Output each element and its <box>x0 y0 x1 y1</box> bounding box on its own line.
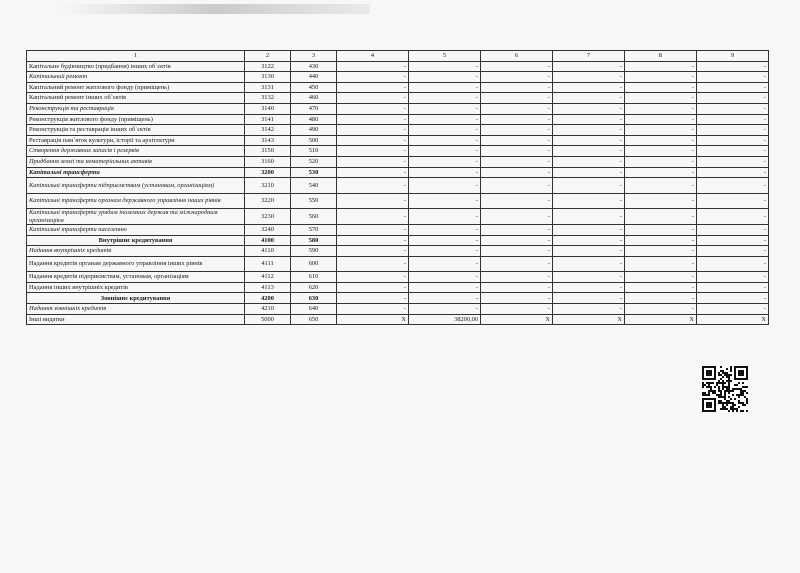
row-label: Інші видатки <box>27 314 245 325</box>
value-cell: - <box>481 293 553 304</box>
value-cell: - <box>697 193 769 209</box>
value-cell: - <box>697 282 769 293</box>
row-code: 3142 <box>245 125 291 136</box>
row-line-code: 600 <box>291 256 337 272</box>
header-cell: 8 <box>625 51 697 62</box>
row-label: Капітальний ремонт інших об`єктів <box>27 93 245 104</box>
value-cell: - <box>697 93 769 104</box>
value-cell: - <box>409 156 481 167</box>
value-cell: - <box>481 256 553 272</box>
value-cell: - <box>481 61 553 72</box>
value-cell: - <box>697 178 769 194</box>
value-cell: - <box>481 156 553 167</box>
value-cell: - <box>625 167 697 178</box>
value-cell: - <box>409 72 481 83</box>
table-row <box>27 209 769 225</box>
row-label: Реставрація пам`яток культури, історії та архітектури <box>27 135 245 146</box>
row-label: Надання інших внутрішніх кредитів <box>27 282 245 293</box>
value-cell: - <box>553 282 625 293</box>
value-cell: - <box>625 72 697 83</box>
value-cell: - <box>481 72 553 83</box>
value-cell: - <box>625 293 697 304</box>
row-code: 3230 <box>245 209 291 225</box>
table-row <box>27 167 769 178</box>
value-cell: - <box>409 272 481 283</box>
value-cell: - <box>553 114 625 125</box>
value-cell: - <box>409 282 481 293</box>
header-cell: 5 <box>409 51 481 62</box>
value-cell: - <box>409 256 481 272</box>
header-cell: 1 <box>27 51 245 62</box>
value-cell: - <box>553 293 625 304</box>
row-code: 3141 <box>245 114 291 125</box>
row-label: Капітальні трансферти органам державного управління інших рівнів <box>27 193 245 209</box>
row-line-code: 570 <box>291 224 337 235</box>
value-cell: - <box>553 224 625 235</box>
value-cell: - <box>553 72 625 83</box>
row-code: 4210 <box>245 304 291 315</box>
value-cell: X <box>625 314 697 325</box>
row-label: Капітальні трансферти урядам іноземних держав та міжнародним організаціям <box>27 209 245 225</box>
row-label: Надання зовнішніх кредитів <box>27 304 245 315</box>
table-row <box>27 146 769 157</box>
value-cell: - <box>697 167 769 178</box>
value-cell: - <box>337 61 409 72</box>
table-row <box>27 314 769 325</box>
value-cell: - <box>553 256 625 272</box>
value-cell: - <box>481 82 553 93</box>
value-cell: - <box>625 256 697 272</box>
value-cell: - <box>553 178 625 194</box>
row-label: Капітальні трансферти <box>27 167 245 178</box>
row-label: Капітальні трансферти підприємствам (установам, організаціям) <box>27 178 245 194</box>
row-line-code: 440 <box>291 72 337 83</box>
value-cell: X <box>481 314 553 325</box>
value-cell: - <box>697 125 769 136</box>
value-cell: - <box>409 93 481 104</box>
row-code: 3240 <box>245 224 291 235</box>
value-cell: - <box>697 272 769 283</box>
value-cell: - <box>625 114 697 125</box>
row-code: 3200 <box>245 167 291 178</box>
row-line-code: 630 <box>291 293 337 304</box>
row-line-code: 520 <box>291 156 337 167</box>
row-code: 3131 <box>245 82 291 93</box>
value-cell: X <box>337 314 409 325</box>
scan-artifact <box>60 4 370 14</box>
value-cell: - <box>481 272 553 283</box>
value-cell: - <box>625 235 697 246</box>
value-cell: - <box>553 193 625 209</box>
row-label: Капітальний ремонт <box>27 72 245 83</box>
table-row <box>27 178 769 194</box>
value-cell: - <box>337 282 409 293</box>
row-code: 3132 <box>245 93 291 104</box>
row-label: Реконструкція та реставрація <box>27 103 245 114</box>
row-code: 3150 <box>245 146 291 157</box>
value-cell: - <box>481 235 553 246</box>
value-cell: - <box>481 178 553 194</box>
value-cell: - <box>337 135 409 146</box>
row-label: Створення державних запасів і резервів <box>27 146 245 157</box>
value-cell: - <box>481 224 553 235</box>
row-line-code: 510 <box>291 146 337 157</box>
row-label: Капітальний ремонт житлового фонду (приміщень) <box>27 82 245 93</box>
table-row <box>27 103 769 114</box>
value-cell: - <box>337 256 409 272</box>
row-line-code: 610 <box>291 272 337 283</box>
value-cell: - <box>625 125 697 136</box>
table-row <box>27 282 769 293</box>
value-cell: - <box>625 135 697 146</box>
row-code: 3220 <box>245 193 291 209</box>
value-cell: - <box>553 103 625 114</box>
value-cell: - <box>481 135 553 146</box>
row-line-code: 430 <box>291 61 337 72</box>
row-line-code: 540 <box>291 178 337 194</box>
value-cell: - <box>625 209 697 225</box>
table-row <box>27 224 769 235</box>
value-cell: - <box>553 209 625 225</box>
value-cell: - <box>337 114 409 125</box>
value-cell: - <box>697 235 769 246</box>
value-cell: - <box>625 246 697 257</box>
value-cell: - <box>337 209 409 225</box>
header-cell: 2 <box>245 51 291 62</box>
row-label: Зовнішнє кредитування <box>27 293 245 304</box>
row-line-code: 500 <box>291 135 337 146</box>
value-cell: - <box>409 193 481 209</box>
value-cell: - <box>625 178 697 194</box>
header-row <box>27 51 769 62</box>
row-line-code: 620 <box>291 282 337 293</box>
row-code: 3160 <box>245 156 291 167</box>
value-cell: - <box>337 246 409 257</box>
value-cell: - <box>409 235 481 246</box>
table-row <box>27 61 769 72</box>
value-cell: - <box>553 246 625 257</box>
row-line-code: 560 <box>291 209 337 225</box>
value-cell: - <box>553 304 625 315</box>
value-cell: - <box>337 304 409 315</box>
row-code: 3140 <box>245 103 291 114</box>
value-cell: - <box>625 82 697 93</box>
value-cell: - <box>697 224 769 235</box>
value-cell: X <box>697 314 769 325</box>
value-cell: - <box>337 156 409 167</box>
value-cell: - <box>553 125 625 136</box>
value-cell: - <box>337 93 409 104</box>
value-cell: - <box>337 235 409 246</box>
table-row <box>27 193 769 209</box>
row-label: Внутрішнє кредитування <box>27 235 245 246</box>
value-cell: - <box>409 61 481 72</box>
value-cell: - <box>697 72 769 83</box>
row-label: Реконструкція житлового фонду (приміщень) <box>27 114 245 125</box>
table-row <box>27 72 769 83</box>
header-cell: 4 <box>337 51 409 62</box>
value-cell: - <box>481 125 553 136</box>
value-cell: - <box>625 93 697 104</box>
table-row <box>27 272 769 283</box>
value-cell: - <box>481 167 553 178</box>
value-cell: - <box>481 93 553 104</box>
value-cell: - <box>409 125 481 136</box>
value-cell: - <box>697 61 769 72</box>
value-cell: - <box>697 209 769 225</box>
row-line-code: 640 <box>291 304 337 315</box>
row-label: Капітальні трансферти населенню <box>27 224 245 235</box>
row-label: Придбання землі та нематеріальних активів <box>27 156 245 167</box>
header-cell: 9 <box>697 51 769 62</box>
header-cell: 6 <box>481 51 553 62</box>
value-cell: - <box>409 246 481 257</box>
row-code: 5000 <box>245 314 291 325</box>
row-label: Надання кредитів органам державного управління інших рівнів <box>27 256 245 272</box>
row-line-code: 490 <box>291 125 337 136</box>
value-cell: - <box>337 224 409 235</box>
expenditure-report-table <box>26 50 769 325</box>
value-cell: - <box>697 293 769 304</box>
value-cell: - <box>409 167 481 178</box>
value-cell: - <box>337 293 409 304</box>
value-cell: - <box>697 156 769 167</box>
value-cell: - <box>697 146 769 157</box>
value-cell: - <box>625 224 697 235</box>
value-cell: - <box>337 146 409 157</box>
value-cell: - <box>481 209 553 225</box>
value-cell: - <box>481 114 553 125</box>
value-cell: - <box>625 304 697 315</box>
value-cell: - <box>553 272 625 283</box>
table-row <box>27 304 769 315</box>
row-code: 3122 <box>245 61 291 72</box>
value-cell: - <box>337 193 409 209</box>
row-label: Реконструкція та реставрація інших об`єктів <box>27 125 245 136</box>
value-cell: 38200,00 <box>409 314 481 325</box>
header-cell: 7 <box>553 51 625 62</box>
row-code: 4200 <box>245 293 291 304</box>
table-row <box>27 125 769 136</box>
value-cell: - <box>625 103 697 114</box>
value-cell: - <box>337 125 409 136</box>
value-cell: - <box>409 114 481 125</box>
row-label: Капітальне будівництво (придбання) інших об`єктів <box>27 61 245 72</box>
row-line-code: 580 <box>291 235 337 246</box>
value-cell: - <box>697 304 769 315</box>
row-code: 4112 <box>245 272 291 283</box>
value-cell: - <box>409 304 481 315</box>
row-label: Надання кредитів підприємствам, установам, організаціям <box>27 272 245 283</box>
row-code: 4100 <box>245 235 291 246</box>
value-cell: - <box>409 293 481 304</box>
table-row <box>27 82 769 93</box>
row-code: 3143 <box>245 135 291 146</box>
value-cell: - <box>481 304 553 315</box>
value-cell: - <box>553 61 625 72</box>
value-cell: - <box>697 82 769 93</box>
value-cell: - <box>553 167 625 178</box>
table-row <box>27 156 769 167</box>
value-cell: - <box>481 282 553 293</box>
value-cell: - <box>553 156 625 167</box>
value-cell: - <box>481 193 553 209</box>
table-row <box>27 256 769 272</box>
value-cell: - <box>553 135 625 146</box>
value-cell: - <box>337 167 409 178</box>
value-cell: - <box>553 235 625 246</box>
row-line-code: 470 <box>291 103 337 114</box>
value-cell: - <box>625 193 697 209</box>
row-line-code: 550 <box>291 193 337 209</box>
row-line-code: 450 <box>291 82 337 93</box>
value-cell: - <box>697 246 769 257</box>
value-cell: - <box>409 146 481 157</box>
row-line-code: 530 <box>291 167 337 178</box>
value-cell: - <box>409 209 481 225</box>
header-cell: 3 <box>291 51 337 62</box>
value-cell: - <box>337 178 409 194</box>
value-cell: - <box>481 146 553 157</box>
value-cell: - <box>409 178 481 194</box>
value-cell: - <box>553 93 625 104</box>
value-cell: - <box>697 135 769 146</box>
value-cell: - <box>697 103 769 114</box>
value-cell: - <box>625 282 697 293</box>
value-cell: - <box>409 82 481 93</box>
row-code: 3210 <box>245 178 291 194</box>
row-code: 4110 <box>245 246 291 257</box>
value-cell: - <box>625 272 697 283</box>
value-cell: - <box>337 72 409 83</box>
row-code: 4113 <box>245 282 291 293</box>
value-cell: - <box>337 272 409 283</box>
value-cell: - <box>625 61 697 72</box>
value-cell: X <box>553 314 625 325</box>
qr-code <box>702 366 748 412</box>
row-line-code: 650 <box>291 314 337 325</box>
table-row <box>27 135 769 146</box>
row-line-code: 590 <box>291 246 337 257</box>
value-cell: - <box>697 256 769 272</box>
value-cell: - <box>337 82 409 93</box>
row-line-code: 480 <box>291 114 337 125</box>
value-cell: - <box>697 114 769 125</box>
table-row <box>27 235 769 246</box>
value-cell: - <box>553 146 625 157</box>
table-row <box>27 93 769 104</box>
table-row <box>27 114 769 125</box>
table-row <box>27 293 769 304</box>
row-code: 4111 <box>245 256 291 272</box>
row-line-code: 460 <box>291 93 337 104</box>
value-cell: - <box>409 103 481 114</box>
row-code: 3130 <box>245 72 291 83</box>
value-cell: - <box>553 82 625 93</box>
value-cell: - <box>625 146 697 157</box>
table-row <box>27 246 769 257</box>
value-cell: - <box>481 246 553 257</box>
value-cell: - <box>481 103 553 114</box>
value-cell: - <box>625 156 697 167</box>
value-cell: - <box>409 135 481 146</box>
row-label: Надання внутрішніх кредитів <box>27 246 245 257</box>
value-cell: - <box>337 103 409 114</box>
value-cell: - <box>409 224 481 235</box>
